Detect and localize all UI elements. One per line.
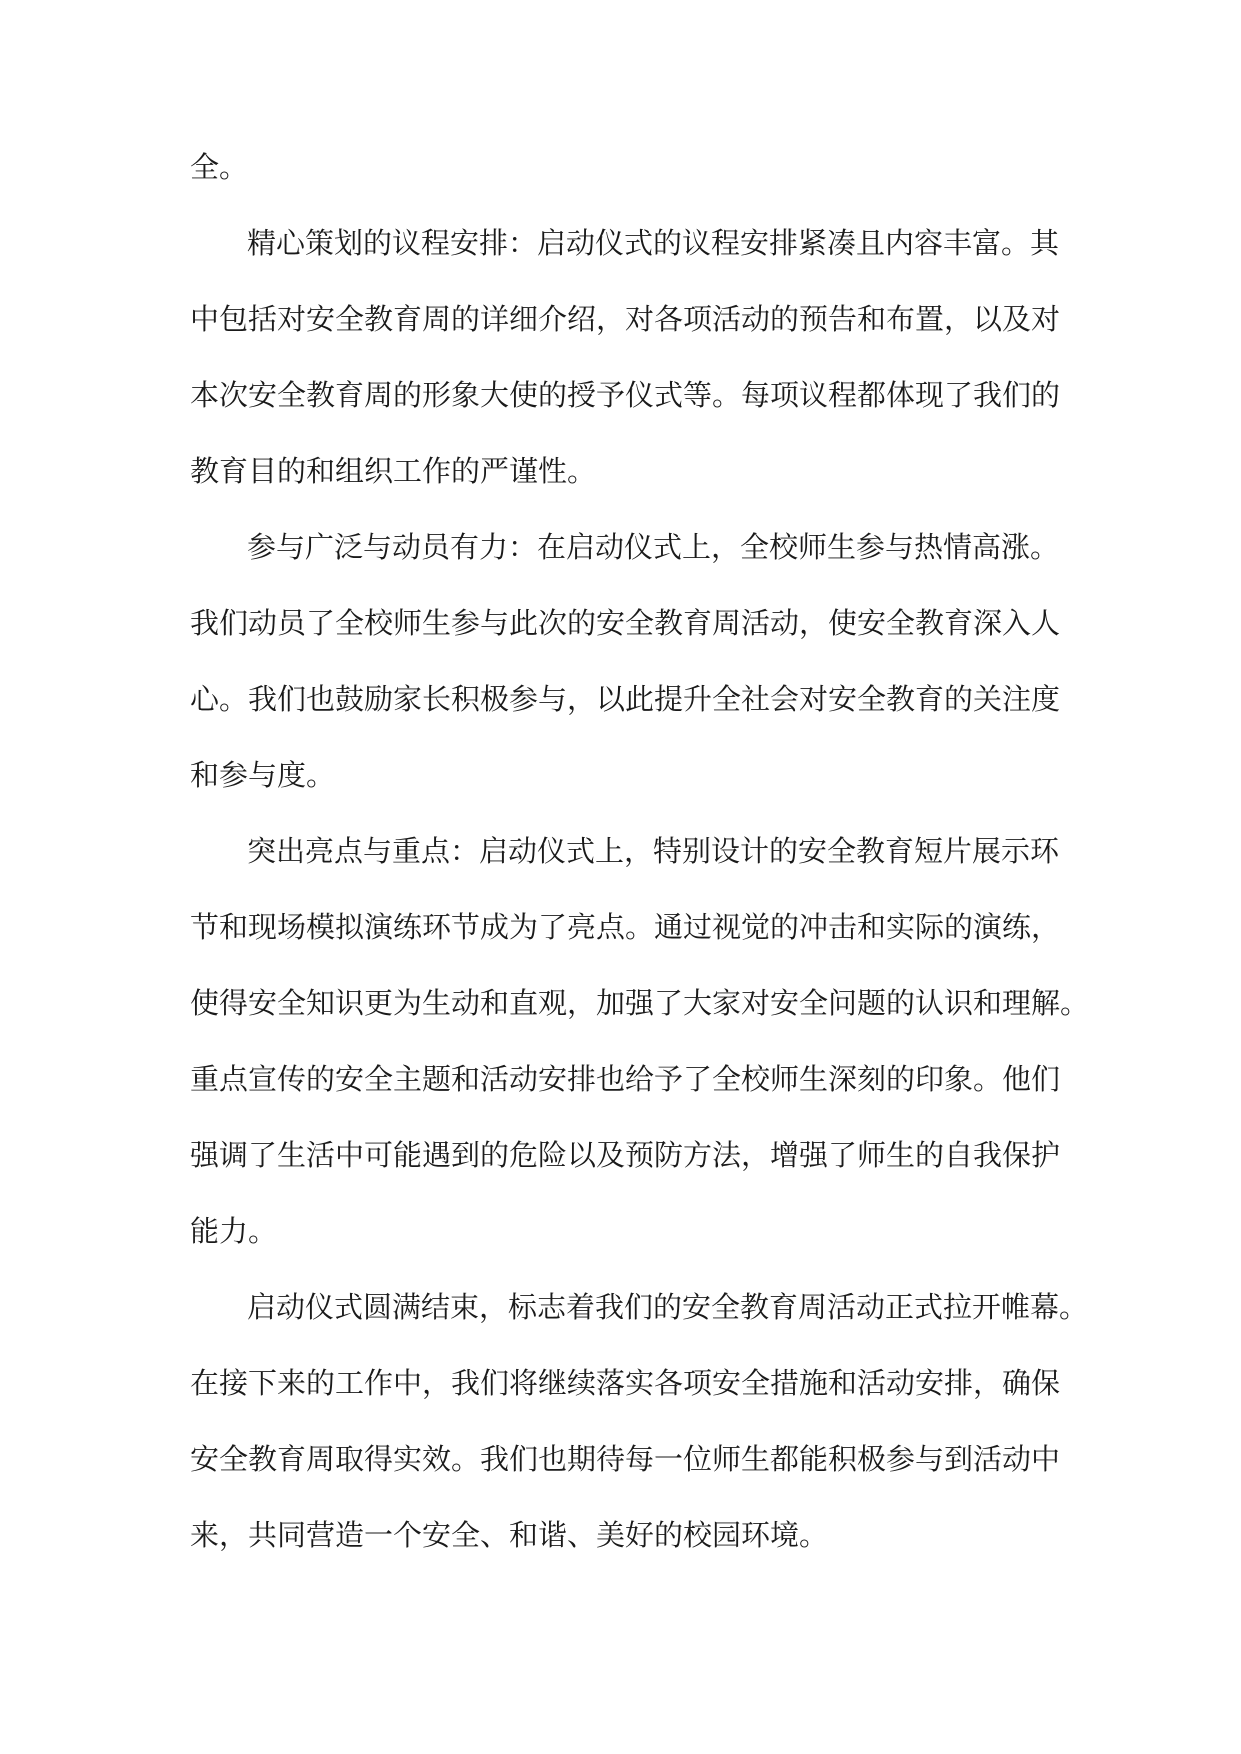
text-line: 能力。	[190, 1214, 278, 1248]
paragraph-first-line: 参与广泛与动员有力：在启动仪式上，全校师生参与热情高涨。	[247, 530, 1060, 564]
paragraph-first-line: 精心策划的议程安排：启动仪式的议程安排紧凑且内容丰富。其	[247, 226, 1060, 260]
text-line: 节和现场模拟演练环节成为了亮点。通过视觉的冲击和实际的演练，	[190, 910, 1061, 944]
paragraph-first-line: 启动仪式圆满结束，标志着我们的安全教育周活动正式拉开帷幕。	[247, 1290, 1089, 1324]
text-line: 安全教育周取得实效。我们也期待每一位师生都能积极参与到活动中	[190, 1442, 1061, 1476]
text-line: 重点宣传的安全主题和活动安排也给予了全校师生深刻的印象。他们	[190, 1062, 1061, 1096]
paragraph-first-line: 突出亮点与重点：启动仪式上，特别设计的安全教育短片展示环	[247, 834, 1060, 868]
text-line: 在接下来的工作中，我们将继续落实各项安全措施和活动安排，确保	[190, 1366, 1061, 1400]
text-line: 使得安全知识更为生动和直观，加强了大家对安全问题的认识和理解。	[190, 986, 1090, 1020]
text-line: 强调了生活中可能遇到的危险以及预防方法，增强了师生的自我保护	[190, 1138, 1061, 1172]
text-line: 来，共同营造一个安全、和谐、美好的校园环境。	[190, 1518, 829, 1552]
text-line: 全。	[190, 150, 249, 184]
text-line: 我们动员了全校师生参与此次的安全教育周活动，使安全教育深入人	[190, 606, 1061, 640]
text-line: 本次安全教育周的形象大使的授予仪式等。每项议程都体现了我们的	[190, 378, 1061, 412]
text-line: 教育目的和组织工作的严谨性。	[190, 454, 597, 488]
text-line: 和参与度。	[190, 758, 336, 792]
text-line: 心。我们也鼓励家长积极参与，以此提升全社会对安全教育的关注度	[190, 682, 1061, 716]
text-line: 中包括对安全教育周的详细介绍，对各项活动的预告和布置，以及对	[190, 302, 1061, 336]
